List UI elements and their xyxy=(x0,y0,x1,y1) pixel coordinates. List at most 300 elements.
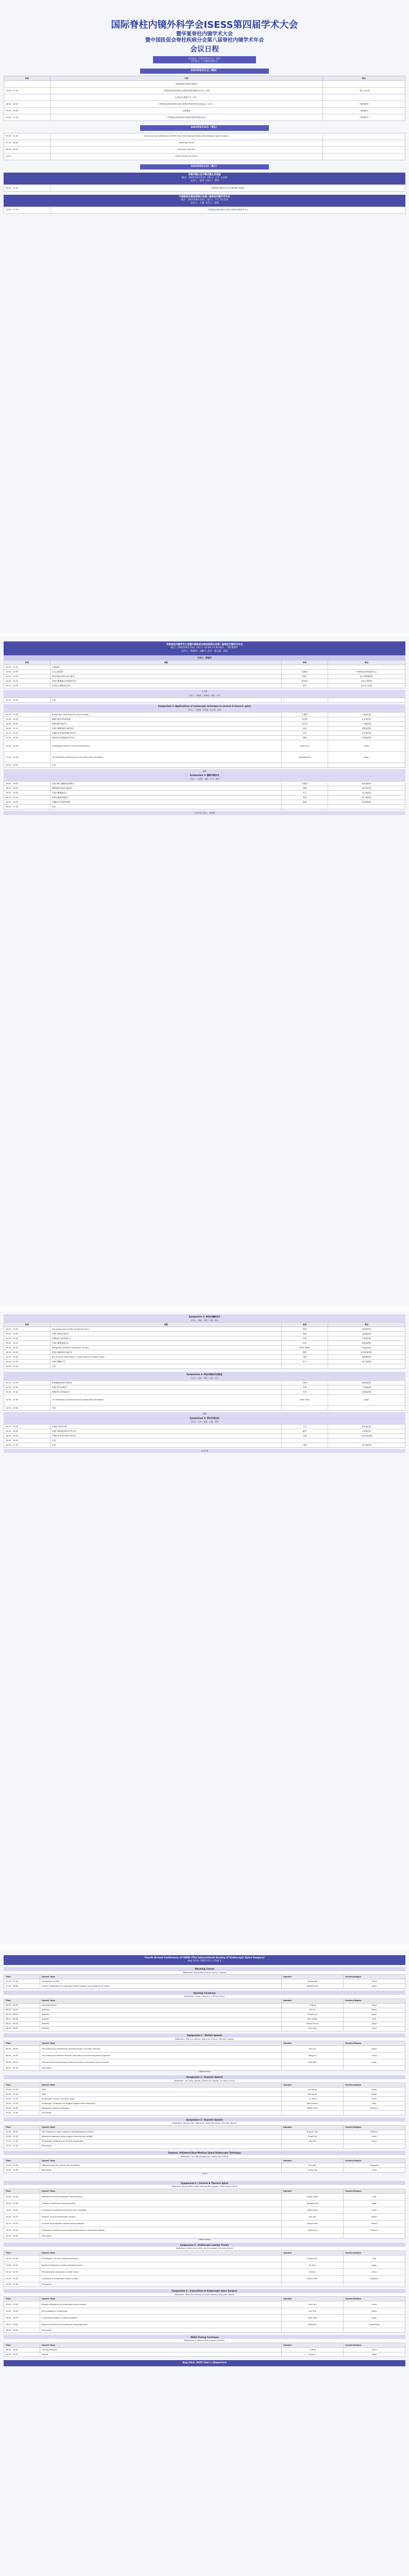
symposium6-en-moderator: Moderator: Zhou Bin (China); Lee Han (Korea); Silva Joao (Brazil) xyxy=(4,2293,405,2296)
table-cell xyxy=(282,2233,344,2238)
column-header: Time xyxy=(4,2250,40,2255)
table-cell: Endoscopic treatment of thoracic disc herniation xyxy=(40,2207,282,2213)
table-cell: 15:10 - 15:20 xyxy=(4,2268,40,2275)
schedule-heading: 会议日程 xyxy=(190,45,219,54)
table-row xyxy=(4,2200,405,2207)
table-cell: 林涛 xyxy=(282,795,328,800)
table-cell: Japan xyxy=(328,752,405,763)
opening-ceremony-moderator: Moderator: Hong Li (Korea); Li Ming (China) xyxy=(4,1995,405,1998)
table-row xyxy=(4,805,405,809)
column-header: Time xyxy=(4,2083,40,2088)
table-cell: The Predictors of Recurrence of Lumbar Disc Herniation xyxy=(50,1394,282,1405)
column-header: Time xyxy=(4,1998,40,2003)
table-cell: 14:50 - 15:00 xyxy=(4,2255,40,2262)
table-cell: 13:00 - 21:00 xyxy=(4,88,50,94)
table-row xyxy=(4,133,405,140)
table-cell: 15:40 - 15:50 xyxy=(4,2301,40,2308)
symposium2-title: Symposium 2: 腰椎内镜技术 xyxy=(4,773,405,777)
table-row xyxy=(4,2321,405,2328)
table-cell: 16:30 - 16:40 xyxy=(4,2347,40,2352)
table-row xyxy=(4,2262,405,2268)
table-row xyxy=(4,2315,405,2321)
column-header: Speech Topic xyxy=(40,2041,282,2046)
table-cell: 13:30 - 13:40 xyxy=(4,665,50,669)
table-cell: Tomoaki Kim xyxy=(282,752,328,763)
table-cell: Japan xyxy=(328,1394,405,1405)
table-cell: Peter Wang xyxy=(282,1346,328,1350)
table-row xyxy=(4,795,405,800)
table-cell: 马建国 xyxy=(282,782,328,786)
table-cell: 韩冰 xyxy=(282,1341,328,1346)
table-cell: 总结 xyxy=(50,1443,282,1447)
table-cell: 14:30 - 14:40 xyxy=(4,2233,40,2238)
table-cell: 13:30 - 13:40 xyxy=(4,2193,40,2200)
table-cell: 16:20 - 16:30 xyxy=(4,2328,40,2333)
table-cell: Address xyxy=(40,2022,282,2026)
table-cell xyxy=(323,153,405,160)
closing-table xyxy=(4,2343,405,2357)
symposium4-moderators: 主持人：何涛、罗斌、叶青、方宏 xyxy=(4,1376,405,1380)
table-cell: Navigation-assisted endoscopic surgery xyxy=(50,1346,282,1350)
table-cell: Sato Ken xyxy=(282,2059,344,2066)
column-header: Speaker xyxy=(282,2083,344,2088)
table-row xyxy=(4,2012,405,2017)
table-cell xyxy=(328,1438,405,1443)
table-row xyxy=(4,786,405,791)
table-cell: 全内镜下颈椎减压技术 xyxy=(50,683,282,688)
table-cell xyxy=(344,2328,405,2333)
table-cell: Hong Kong xyxy=(344,2321,405,2328)
table-row xyxy=(4,1350,405,1355)
table-cell: 内镜下胸椎管狭窄症的治疗 xyxy=(50,726,282,731)
table-cell: 14:30 - 14:40 xyxy=(4,713,50,717)
warming-course-title: Warming Course xyxy=(4,1967,405,1971)
break-photo: 大合照 xyxy=(4,690,405,693)
column-header: 讲题 xyxy=(50,660,282,665)
table-cell xyxy=(344,2066,405,2071)
table-cell: Thoracic endoscopic decompression xyxy=(40,2200,282,2207)
table-row xyxy=(4,726,405,731)
table-cell: 16:20 - 16:30 xyxy=(4,791,50,795)
table-cell xyxy=(282,2111,344,2115)
table-cell: 邓辉 xyxy=(282,1443,328,1447)
afternoon-table2 xyxy=(4,698,405,703)
column-header: Speech Topic xyxy=(40,2297,282,2301)
table-cell: 15:20 - 15:30 xyxy=(4,736,50,740)
table-row xyxy=(4,1327,405,1332)
table-cell: Ahmed Ali xyxy=(282,2092,344,2097)
table-cell: 07:40 - 08:00 xyxy=(4,1984,40,1989)
table-cell: Japan xyxy=(344,2059,405,2066)
table-cell: 内镜技术在老年患者中的应用 xyxy=(50,1433,282,1438)
table-cell: 14:10 - 14:20 xyxy=(4,683,50,688)
table-row xyxy=(4,2111,405,2115)
table-cell: 16:50 - 17:00 xyxy=(4,805,50,809)
table-cell: 20:00 - 21:00 xyxy=(4,114,50,121)
table-cell: 周建伟 xyxy=(282,669,328,674)
column-header: 讲者 xyxy=(282,660,328,665)
table-cell: Posterior cervical endoscopic foraminotomy xyxy=(40,2193,282,2200)
table-cell: Korea xyxy=(344,2308,405,2315)
table-row xyxy=(4,1346,405,1350)
afternoon-session1-moderator: 主持人：黄建华 xyxy=(4,655,405,660)
table-cell: 上海某医院 xyxy=(328,713,405,717)
table-cell: 内镜下椎间孔成形术 xyxy=(50,1332,282,1336)
table-row xyxy=(4,2139,405,2144)
table-cell: Smith John xyxy=(282,2255,344,2262)
table-cell: 11:50 - 12:00 xyxy=(4,2167,40,2172)
table-cell: 颈椎OPLL的内镜手术 xyxy=(50,1389,282,1394)
table-row xyxy=(4,800,405,805)
table-cell: 刘洋 xyxy=(282,731,328,736)
table-cell: 中国医促会脊柱疾病分会脊柱内镜学组委员会会议、培训 xyxy=(50,88,323,94)
table-cell xyxy=(282,698,328,702)
table-cell xyxy=(282,763,328,768)
table-cell: Endoscopic lumbar interbody fusion xyxy=(40,2097,282,2102)
table-cell: Key Surgical Techniques in Large Channel Lumbar Fusion xyxy=(50,1355,282,1360)
table-row xyxy=(4,1364,405,1369)
col-time: 时间 xyxy=(4,76,50,81)
table-cell: 08:30 - 08:45 xyxy=(4,2046,40,2053)
column-header: Country/Region xyxy=(344,2343,405,2347)
conference-subtitle-1: 暨华夏脊柱内镜学术大会 xyxy=(176,31,233,37)
table-cell xyxy=(344,2111,405,2115)
column-header: Speaker xyxy=(282,1998,344,2003)
table-cell: 15:10 - 15:20 xyxy=(4,1380,50,1385)
table-row xyxy=(4,1429,405,1433)
table-row xyxy=(4,81,405,88)
table-row xyxy=(4,2255,405,2262)
table-cell: Singapore xyxy=(328,1346,405,1350)
tea-break: 茶歇 xyxy=(4,769,405,773)
afternoon-venue-bar: 华夏脊柱内镜学术大会暨中国医促会脊柱疾病分会第八届脊柱内镜学术年会 地点：2025年8月23日（周六）13:30-17:30 地点：二楼 紫荆厅 主持人：周建伟、刘新宇 点评：陈志明、杨军 xyxy=(4,641,405,655)
table-cell: 机器人辅助脊柱内镜手术 xyxy=(50,1350,282,1355)
table-cell xyxy=(328,763,405,768)
day2-table xyxy=(4,133,405,160)
table-cell xyxy=(328,665,405,669)
col-place: 地点 xyxy=(323,76,405,81)
table-row xyxy=(4,2220,405,2227)
symposium2-en-moderator: Moderator: Lee Sang (Korea); Ahmed Ali (Egypt); Liu Yang (China) xyxy=(4,2079,405,2082)
day3-table2 xyxy=(4,207,405,214)
table-cell: Discussion xyxy=(40,2066,282,2071)
table-cell: 10:40 - 10:55 xyxy=(4,2130,40,2134)
table-cell: China xyxy=(344,2097,405,2102)
column-header: Time xyxy=(4,1975,40,1979)
table-row xyxy=(4,791,405,795)
table-cell: 11:25 - 11:40 xyxy=(4,2144,40,2148)
table-cell: Lee Sang xyxy=(282,2088,344,2092)
table-cell: 合肥某医院 xyxy=(328,1389,405,1394)
table-cell: 福州某医院 xyxy=(328,1327,405,1332)
day3-venue1: 华夏内镜大会开幕式暨主旨讲座 地点：2025年8月23日（周六）上午 主会场 主持人：张伟 主持人：李明 xyxy=(4,173,405,184)
column-header: Speaker xyxy=(282,2297,344,2301)
table-cell: 林海 xyxy=(282,1327,328,1332)
table-cell: Vietnam xyxy=(344,2130,405,2134)
table-cell: Cervical radiculopathy treated endoscopically xyxy=(40,2220,282,2227)
table-cell: Endoscopic posterior cervical decompression for multi-level disease xyxy=(40,2227,282,2233)
table-cell: 罗斌 xyxy=(282,1385,328,1389)
column-header: Country/Region xyxy=(344,2158,405,2163)
table-cell: Biportal endoscopic lumbar interbody fusion xyxy=(40,2262,282,2268)
table-cell: 内镜技术并发症的预防 xyxy=(50,800,282,805)
table-cell xyxy=(328,1364,405,1369)
table-cell: 15:10 - 15:20 xyxy=(4,731,50,736)
table-cell: 陈刚 xyxy=(282,736,328,740)
table-cell: 18:00 - 19:30 xyxy=(4,101,50,108)
table-cell: Huang Tao xyxy=(282,2167,344,2172)
table-cell: Introduction of ESS xyxy=(40,1979,282,1984)
table-row xyxy=(4,2003,405,2008)
table-cell: Address xyxy=(40,2017,282,2022)
table-cell: 15:30 - 15:40 xyxy=(4,740,50,752)
table-cell: Address xyxy=(40,2012,282,2017)
symposium4-en-moderator: Moderator: Brown Mike (USA); Yamada Taro (Japan); Zhao Gang (China) xyxy=(4,2185,405,2188)
table-cell: China xyxy=(344,2268,405,2275)
table-cell: Biportal endoscopic spine surgery: learning and pitfalls xyxy=(40,2134,282,2139)
column-header: Speaker xyxy=(282,1975,344,1979)
table-cell: Endoscopic Anterior Cervical Discectomy xyxy=(50,740,282,752)
day2-date-bar: 2025年8月22日（周五） xyxy=(140,125,269,130)
table-cell: 杨军 xyxy=(282,683,328,688)
seminar-title: Seminar: Unilateral Dual-Medium Spinal Endoscopic Technique xyxy=(4,2151,405,2155)
table-cell xyxy=(344,2282,405,2286)
table-row xyxy=(4,713,405,717)
table-cell: China xyxy=(344,2053,405,2059)
table-row xyxy=(4,2102,405,2106)
panel-second-sessions xyxy=(0,1311,409,1945)
table-row xyxy=(4,2059,405,2066)
table-cell xyxy=(323,146,405,153)
table-cell: 海口某医院 xyxy=(328,1443,405,1447)
seminar-moderator: Moderator: Tan Wei (Singapore); Huang Tao (China) xyxy=(4,2155,405,2158)
table-row xyxy=(4,1394,405,1405)
p2-table3 xyxy=(4,1424,405,1448)
table-cell: 08:20 - 08:25 xyxy=(4,2022,40,2026)
symposium4-en-title: Symposium 4 : Cervical & Thoracic Spine xyxy=(4,2181,405,2185)
table-cell: 广州某医院 xyxy=(328,722,405,726)
table-row xyxy=(4,679,405,683)
table-row xyxy=(4,1438,405,1443)
table-cell xyxy=(328,805,405,809)
closing-summary: 大会总结 主持人：周建伟 xyxy=(4,811,405,815)
table-cell: 方宏 xyxy=(282,1424,328,1429)
table-cell: Discussion xyxy=(40,2282,282,2286)
opening-table xyxy=(4,1998,405,2031)
table-cell: 内镜下椎间盘切除术疗效分析 xyxy=(50,1429,282,1433)
conference-title: 国际脊柱内镜外科学会ISESS第四届学术大会 xyxy=(111,20,298,30)
table-cell: Address xyxy=(40,2008,282,2012)
table-cell: 南宁某医院 xyxy=(328,1360,405,1364)
table-cell: Korea xyxy=(344,2008,405,2012)
table-cell: 北京某医院 xyxy=(328,717,405,722)
sym6-en-table xyxy=(4,2296,405,2333)
table-cell: Zhao Gang xyxy=(282,2207,344,2213)
table-cell: 14:40 - 14:50 xyxy=(4,1360,50,1364)
table-cell: 16:10 - 16:20 xyxy=(4,786,50,791)
column-header: Country/Region xyxy=(344,2250,405,2255)
table-cell: 08:10 - 08:15 xyxy=(4,2012,40,2017)
table-row xyxy=(4,1984,405,1989)
symposium5-en-title: Symposium 5 : Endoscopic Lumbar Fusion xyxy=(4,2243,405,2247)
table-cell xyxy=(282,2282,344,2286)
table-cell: 16:30 - 16:40 xyxy=(4,795,50,800)
table-cell: 13:30 - 13:40 xyxy=(4,1327,50,1332)
table-cell: 邹刚 xyxy=(282,1355,328,1360)
table-cell: China xyxy=(344,1979,405,1984)
closing-ceremony-title: ISESS Closing Ceremony xyxy=(4,2335,405,2339)
table-row xyxy=(4,2106,405,2111)
table-cell: 16:00 - 16:10 xyxy=(4,2315,40,2321)
table-cell: Current indications for endoscopic spine surgery and prospects for future xyxy=(40,1984,282,1989)
table-row xyxy=(4,1336,405,1341)
table-cell: 高峰 xyxy=(282,786,328,791)
table-row xyxy=(4,2308,405,2315)
afternoon-table3 xyxy=(4,712,405,768)
table-cell: Kim Soo xyxy=(282,2213,344,2220)
table-cell: 叶青 xyxy=(282,1389,328,1394)
table-cell: Opening Speech xyxy=(40,2003,282,2008)
column-header: Time xyxy=(4,2125,40,2130)
afternoon-session2-moderator: 主持人：吴晓东、郑海波、孙磊、冯宇 xyxy=(4,693,405,697)
table-row xyxy=(4,2130,405,2134)
table-cell: 14:00 - 14:10 xyxy=(4,679,50,683)
table-cell: China xyxy=(344,2207,405,2213)
afternoon-table4 xyxy=(4,781,405,809)
table-row xyxy=(4,2092,405,2097)
table-cell: Cho Min xyxy=(282,2139,344,2144)
table-cell: Singh Raj xyxy=(282,2134,344,2139)
table-cell: Navigation guided endoscopy xyxy=(40,2106,282,2111)
table-cell: 13:50 - 14:00 xyxy=(4,1336,50,1341)
table-cell: 15:30 - 15:40 xyxy=(4,2282,40,2286)
table-cell: Mexico xyxy=(344,2227,405,2233)
table-cell: Full-endoscopic interlaminar decompression of lumbar stenosis xyxy=(40,2046,282,2053)
table-cell: 14:50 - 15:00 xyxy=(4,1364,50,1369)
table-cell: 讨论 xyxy=(50,1364,282,1369)
table-row xyxy=(4,2207,405,2213)
column-header: Speaker xyxy=(282,2158,344,2163)
table-cell: 陈志明 xyxy=(282,679,328,683)
table-cell: 经皮内镜下腰椎间盘切除术 xyxy=(50,782,282,786)
table-cell: 谢军 xyxy=(282,1429,328,1433)
table-cell: Japan xyxy=(344,2012,405,2017)
table-row xyxy=(4,2282,405,2286)
table-cell: Dubois Paul xyxy=(282,2220,344,2227)
table-row xyxy=(4,153,405,160)
table-cell: 13:40 - 13:50 xyxy=(4,669,50,674)
table-cell: Italy xyxy=(344,2102,405,2106)
table-cell: 19:30 - 20:00 xyxy=(4,108,50,114)
table-row xyxy=(4,146,405,153)
table-cell: Anterior cervical endoscopic surgery xyxy=(40,2213,282,2220)
table-cell: 讨论 xyxy=(50,698,282,702)
symposium2-en-title: Symposium 2 : Keynote Speech xyxy=(4,2075,405,2079)
table-cell: James Lee xyxy=(282,740,328,752)
table-cell: 王德明 xyxy=(282,713,328,717)
symposium4-title: Symposium 4: 脊柱内镜技术的挑战 xyxy=(4,1372,405,1376)
p2-table1 xyxy=(4,1322,405,1369)
opening-ceremony-title: Opening Ceremony xyxy=(4,1991,405,1995)
tea-break-2: 茶歇 xyxy=(4,1412,405,1416)
column-header: Speech Topic xyxy=(40,2189,282,2193)
table-cell: UBE技术在颈椎病中的应用 xyxy=(50,736,282,740)
table-row xyxy=(4,752,405,763)
table-cell: Silva Joao xyxy=(282,2315,344,2321)
table-cell: 09:00 - 09:15 xyxy=(4,2059,40,2066)
symposium1-title: Symposium 1: Applications of endoscopic technique in cervical & thoracic spine xyxy=(4,704,405,708)
table-cell: 13:50 - 14:00 xyxy=(4,2207,40,2213)
table-cell: 16:40 - 16:50 xyxy=(4,1438,50,1443)
isess-title-bar xyxy=(4,1955,405,1965)
table-cell: Discussion xyxy=(40,2111,282,2115)
table-row xyxy=(4,207,405,213)
table-row xyxy=(4,740,405,752)
table-cell: 14:10 - 14:20 xyxy=(4,2220,40,2227)
table-row xyxy=(4,108,405,114)
isess-footer-bar xyxy=(4,2360,405,2366)
table-cell: China xyxy=(344,2167,405,2172)
table-cell: 曹阳 xyxy=(282,1350,328,1355)
table-row xyxy=(4,1360,405,1364)
table-cell: 李志刚 xyxy=(282,717,328,722)
table-cell: AR navigation in endoscopy xyxy=(40,2308,282,2315)
table-cell: Opening Ceremony xyxy=(50,146,323,153)
table-cell: Müller Hans xyxy=(282,2106,344,2111)
table-cell: 讨论 xyxy=(50,1405,282,1410)
info-venue: 会议地点：广东国际会展中心 xyxy=(191,60,218,62)
table-cell: India xyxy=(344,2134,405,2139)
table-cell xyxy=(282,2328,344,2333)
column-header: Time xyxy=(4,2158,40,2163)
table-row xyxy=(4,717,405,722)
table-cell: Liu Yang xyxy=(282,2097,344,2102)
table-cell: 13:40 - 13:50 xyxy=(4,2200,40,2207)
panel-afternoon xyxy=(0,636,409,1306)
meeting-end: 会议结束 xyxy=(4,1449,405,1453)
symposium5-en-moderator: Moderator: Smith John (USA); Ito Hiro (Japan); Ma Jian (China) xyxy=(4,2247,405,2250)
info-box xyxy=(153,56,256,63)
table-cell: 16:00 - 16:10 xyxy=(4,782,50,786)
table-cell: The Prediction of Recurrence of Lumbar Disc Herniation xyxy=(50,752,282,763)
table-cell: Korea xyxy=(344,2046,405,2053)
table-cell: Fourth Annual Conference of ISESS (The International Society of Endoscopic Spine Surgery) xyxy=(50,133,323,140)
table-cell: 15:50 - 16:00 xyxy=(4,763,50,768)
day1-table xyxy=(4,76,405,121)
table-cell: 厦门某医院 xyxy=(328,795,405,800)
symposium1-moderators: 主持人：王德明、李志刚、赵玉龙、孙伟 xyxy=(4,708,405,712)
table-cell: Ito Hiro xyxy=(282,2262,344,2268)
table-cell: Zhou Bin xyxy=(282,2301,344,2308)
table-cell: 南京某医院 xyxy=(328,782,405,786)
table-cell: 16:10 - 16:20 xyxy=(4,1424,50,1429)
table-cell: 15:20 - 15:30 xyxy=(4,2275,40,2282)
panel-schedule-top xyxy=(0,0,409,634)
day3-date-bar: 2025年8月23日（周六） xyxy=(140,164,269,170)
symposium1-en-moderator: Moderator: Park Jun (Korea); Wang Lei (China); Sato Ken (Japan) xyxy=(4,2038,405,2041)
table-cell: 讨论 xyxy=(50,805,282,809)
table-cell xyxy=(282,665,328,669)
table-cell: Hong Li xyxy=(282,2352,344,2357)
isess-title: Fourth Annual Conference of ISESS (The International Society of Endoscopic Spine Surgery) xyxy=(144,1957,265,1959)
table-cell: Novel instruments for endoscopic decompression xyxy=(40,2321,282,2328)
table-cell: 16:10 - 16:20 xyxy=(4,2321,40,2328)
table-cell: 内镜下腰椎管减压术 xyxy=(50,1341,282,1346)
table-row xyxy=(4,94,405,101)
table-cell: Address xyxy=(40,2026,282,2031)
table-cell: Full-endoscopic lumbar interbody fusion xyxy=(50,1327,282,1332)
table-cell: 中国医促会脊柱疾病分会第八届脊柱内镜学术年会 xyxy=(50,207,405,213)
